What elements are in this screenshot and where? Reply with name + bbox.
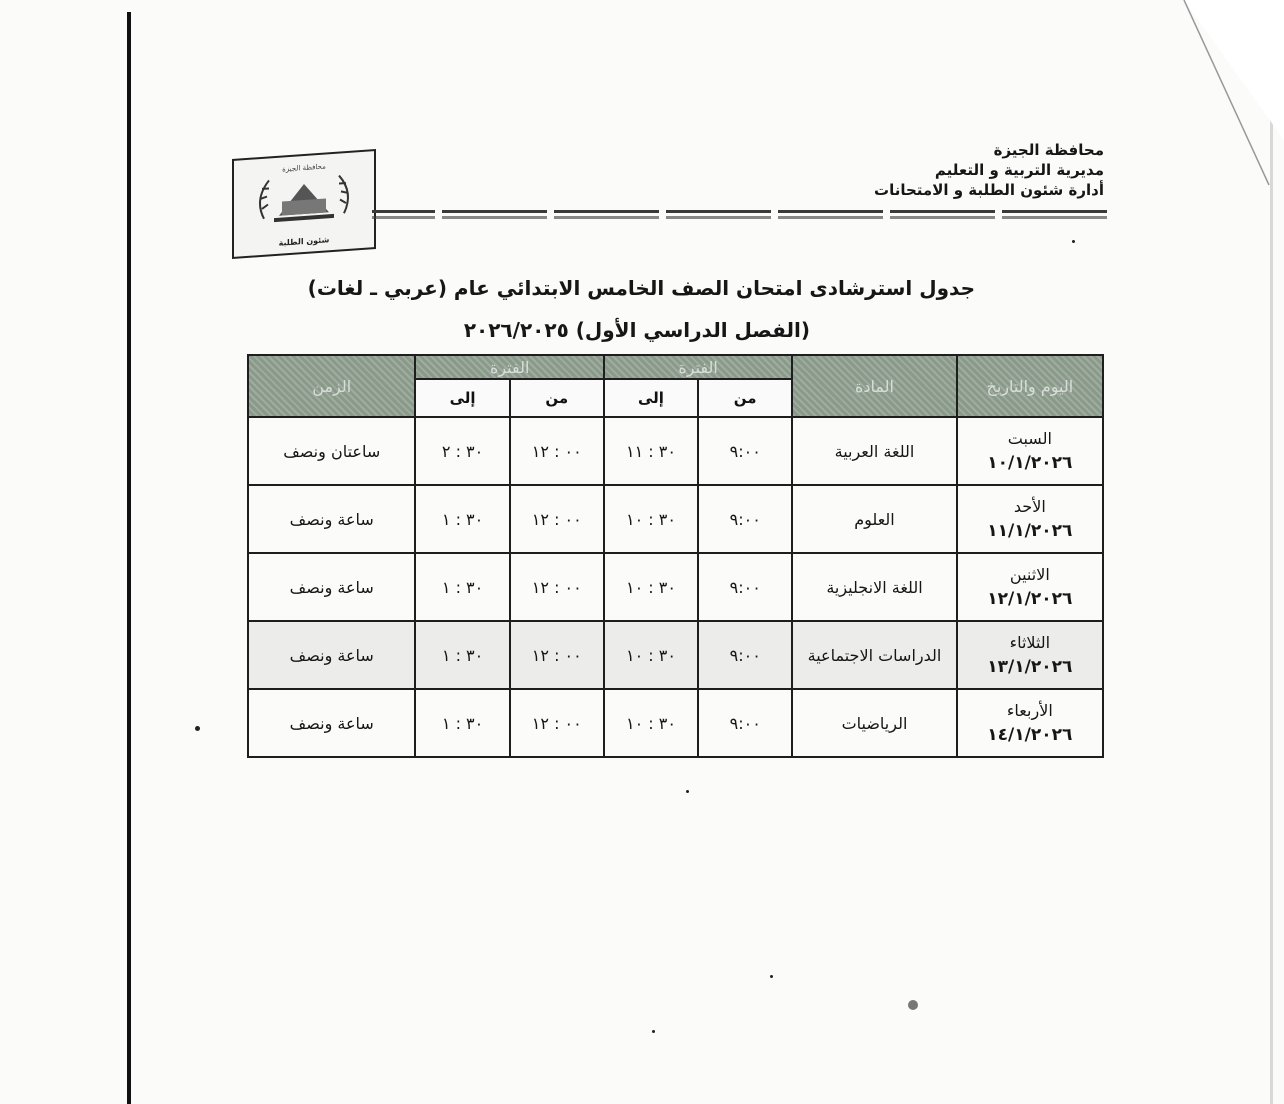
logo-bottom-text: شئون الطلبة xyxy=(278,235,330,248)
subject-cell: اللغة العربية xyxy=(792,417,956,485)
subject-cell: اللغة الانجليزية xyxy=(792,553,956,621)
second-from-cell: ١٢ : ٠٠ xyxy=(510,689,604,757)
header-duration: الزمن xyxy=(248,355,415,417)
table-row xyxy=(248,553,1103,621)
subject-cell: الدراسات الاجتماعية xyxy=(792,621,956,689)
first-from-cell: ٩:٠٠ xyxy=(698,621,792,689)
header-to-1: إلى xyxy=(604,379,698,417)
logo-top-text: محافظة الجيزة xyxy=(282,162,326,174)
table-header-row xyxy=(248,355,1103,379)
day-date-cell xyxy=(957,621,1103,689)
day-name: الاثنين xyxy=(1009,565,1050,584)
first-to-cell: ١٠ : ٣٠ xyxy=(604,621,698,689)
day-name: الأربعاء xyxy=(1006,701,1053,720)
second-to-cell: ٢ : ٣٠ xyxy=(415,417,509,485)
second-from-cell: ١٢ : ٠٠ xyxy=(510,621,604,689)
day-date-cell xyxy=(957,689,1103,757)
header-divider xyxy=(372,208,1107,222)
governorate-label: محافظة الجيزة xyxy=(993,141,1104,159)
exam-schedule-table xyxy=(247,354,1104,758)
header-from-2: من xyxy=(510,379,604,417)
first-to-cell: ١٠ : ٣٠ xyxy=(604,689,698,757)
first-to-cell: ١٠ : ٣٠ xyxy=(604,553,698,621)
day-date-cell xyxy=(957,485,1103,553)
header-to-2: إلى xyxy=(415,379,509,417)
first-to-cell: ١١ : ٣٠ xyxy=(604,417,698,485)
folded-corner xyxy=(1084,0,1284,200)
table-row xyxy=(248,621,1103,689)
second-from-cell: ١٢ : ٠٠ xyxy=(510,485,604,553)
first-from-cell: ٩:٠٠ xyxy=(698,485,792,553)
header-second-period: الفترة xyxy=(415,355,603,379)
header-from-1: من xyxy=(698,379,792,417)
scan-speck xyxy=(770,975,773,978)
day-date-cell xyxy=(957,417,1103,485)
table-row xyxy=(248,689,1103,757)
first-from-cell: ٩:٠٠ xyxy=(698,417,792,485)
first-from-cell: ٩:٠٠ xyxy=(698,553,792,621)
exam-date: ١٣/١/٢٠٢٦ xyxy=(987,657,1073,677)
second-to-cell: ١ : ٣٠ xyxy=(415,553,509,621)
administration-label: أدارة شئون الطلبة و الامتحانات xyxy=(874,181,1104,199)
directorate-label: مديرية التربية و التعليم xyxy=(934,161,1104,179)
page-edge-left xyxy=(127,12,131,1104)
subject-cell: الرياضيات xyxy=(792,689,956,757)
scan-speck xyxy=(1072,240,1075,243)
duration-cell: ساعتان ونصف xyxy=(248,417,415,485)
second-to-cell: ١ : ٣٠ xyxy=(415,689,509,757)
first-from-cell: ٩:٠٠ xyxy=(698,689,792,757)
duration-cell: ساعة ونصف xyxy=(248,621,415,689)
second-to-cell: ١ : ٣٠ xyxy=(415,621,509,689)
exam-date: ١٠/١/٢٠٢٦ xyxy=(987,453,1073,473)
first-to-cell: ١٠ : ٣٠ xyxy=(604,485,698,553)
duration-cell: ساعة ونصف xyxy=(248,485,415,553)
scan-speck xyxy=(686,790,689,793)
directorate-logo xyxy=(232,149,376,259)
document-subtitle: (الفصل الدراسي الأول) ٢٠٢٦/٢٠٢٥ xyxy=(463,318,810,342)
scan-speck xyxy=(652,1030,655,1033)
second-from-cell: ١٢ : ٠٠ xyxy=(510,417,604,485)
document-title: جدول استرشادى امتحان الصف الخامس الابتدائي عام (عربي ـ لغات) xyxy=(307,276,975,300)
exam-date: ١١/١/٢٠٢٦ xyxy=(987,521,1073,541)
table-row xyxy=(248,417,1103,485)
header-day-date: اليوم والتاريخ xyxy=(957,355,1103,417)
second-to-cell: ١ : ٣٠ xyxy=(415,485,509,553)
scan-speck xyxy=(195,726,200,731)
header-first-period: الفترة xyxy=(604,355,792,379)
day-name: السبت xyxy=(1007,429,1052,448)
duration-cell: ساعة ونصف xyxy=(248,689,415,757)
duration-cell: ساعة ونصف xyxy=(248,553,415,621)
exam-date: ١٢/١/٢٠٢٦ xyxy=(987,589,1073,609)
day-date-cell xyxy=(957,553,1103,621)
issuer-header xyxy=(874,140,1104,200)
header-subject: المادة xyxy=(792,355,956,417)
second-from-cell: ١٢ : ٠٠ xyxy=(510,553,604,621)
table-row xyxy=(248,485,1103,553)
exam-date: ١٤/١/٢٠٢٦ xyxy=(987,725,1073,745)
day-name: الأحد xyxy=(1013,497,1046,516)
day-name: الثلاثاء xyxy=(1009,633,1051,652)
subject-cell: العلوم xyxy=(792,485,956,553)
scan-speck xyxy=(908,1000,918,1010)
